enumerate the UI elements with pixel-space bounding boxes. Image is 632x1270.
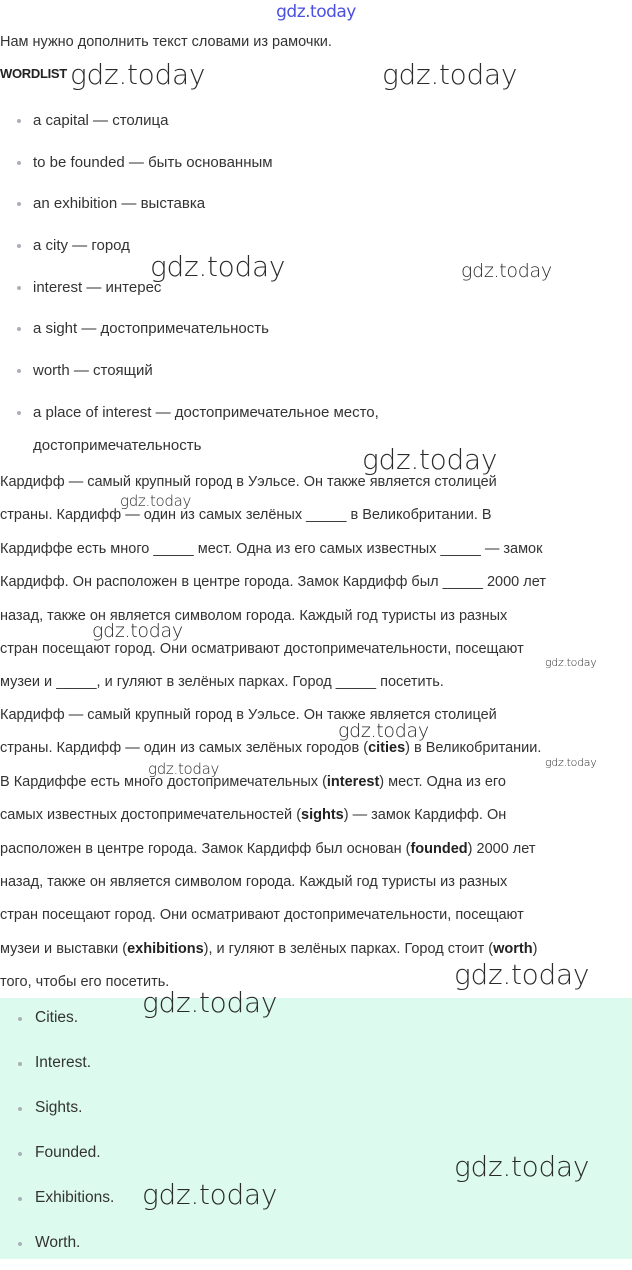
answer-text: самых известных достопримечательностей ( bbox=[0, 807, 302, 824]
answer-text: музеи и выставки ( bbox=[0, 940, 128, 957]
watermark: gdz.today bbox=[142, 986, 278, 1019]
answer-item: Founded. bbox=[0, 1135, 114, 1180]
watermark: gdz.today bbox=[362, 443, 498, 476]
task-intro: Нам нужно дополнить текст словами из рамочки. bbox=[0, 34, 332, 50]
task-line: назад, также он является символом города. Каждый год туристы из разных bbox=[0, 607, 508, 624]
answer-text: ), и гуляют в зелёных парках. Город стоит ( bbox=[203, 940, 494, 957]
answer-line: того, чтобы его посетить. bbox=[0, 974, 170, 991]
task-line: Кардиффе есть много _____ мест. Одна из его самых известных _____ — замок bbox=[0, 540, 543, 557]
answer-list bbox=[0, 1000, 114, 1270]
wordlist-item-line: достопримечательность bbox=[33, 436, 202, 454]
wordlist-item: a sight — достопримечательность bbox=[0, 312, 620, 354]
task-line: Кардифф. Он расположен в центре города. Замок Кардифф был _____ 2000 лет bbox=[0, 574, 546, 591]
wordlist-item: to be founded — быть основанным bbox=[0, 146, 620, 188]
watermark: gdz.today bbox=[92, 620, 183, 642]
watermark: gdz.today bbox=[338, 720, 429, 742]
wordlist-item: an exhibition — выставка bbox=[0, 187, 620, 229]
site-logo[interactable]: gdz.today bbox=[276, 2, 356, 22]
task-line: Кардифф — самый крупный город в Уэльсе. Он также является столицей bbox=[0, 474, 497, 490]
answer-paragraph bbox=[0, 699, 632, 1000]
answer-line: назад, также он является символом города. Каждый год туристы из разных bbox=[0, 874, 508, 891]
answer-word: worth bbox=[493, 940, 533, 957]
answer-word: sights bbox=[301, 807, 344, 824]
watermark: gdz.today bbox=[150, 250, 286, 283]
answer-word: founded bbox=[410, 840, 468, 857]
wordlist bbox=[0, 104, 620, 462]
answer-text: ) мест. Одна из его bbox=[379, 773, 506, 790]
wordlist-item: interest — интерес bbox=[0, 271, 620, 313]
wordlist-item bbox=[0, 396, 620, 462]
watermark: gdz.today bbox=[382, 58, 518, 91]
answer-item: Cities. bbox=[0, 1000, 114, 1045]
answer-text: ) bbox=[532, 940, 538, 957]
answer-item: Worth. bbox=[0, 1225, 114, 1270]
answer-item: Sights. bbox=[0, 1090, 114, 1135]
answer-text: ) 2000 лет bbox=[467, 840, 536, 857]
answer-item: Exhibitions. bbox=[0, 1180, 114, 1225]
answer-text: ) в Великобритании. bbox=[405, 740, 542, 757]
wordlist-item: a capital — столица bbox=[0, 104, 620, 146]
answer-word: exhibitions bbox=[127, 940, 204, 957]
task-line: стран посещают город. Они осматривают достопримечательности, посещают bbox=[0, 641, 524, 658]
watermark: gdz.today bbox=[545, 756, 597, 769]
answer-line: Кардифф — самый крупный город в Уэльсе. Он также является столицей bbox=[0, 707, 497, 723]
answer-text: В Кардиффе есть много достопримечательных ( bbox=[0, 773, 327, 790]
wordlist-title: WORDLIST bbox=[0, 66, 67, 81]
answer-item: Interest. bbox=[0, 1045, 114, 1090]
answer-box bbox=[0, 998, 632, 1259]
wordlist-item: a city — город bbox=[0, 229, 620, 271]
answer-text: расположен в центре города. Замок Кардифф был основан ( bbox=[0, 840, 411, 857]
watermark: gdz.today bbox=[70, 58, 206, 91]
task-paragraph bbox=[0, 466, 632, 700]
wordlist-item: worth — стоящий bbox=[0, 354, 620, 396]
watermark: gdz.today bbox=[461, 260, 552, 282]
answer-word: interest bbox=[326, 773, 380, 790]
answer-word: cities bbox=[368, 740, 406, 757]
watermark: gdz.today bbox=[142, 1178, 278, 1211]
task-line: страны. Кардифф — один из самых зелёных _____ в Великобритании. В bbox=[0, 507, 492, 524]
watermark: gdz.today bbox=[454, 1150, 590, 1183]
answer-text: страны. Кардифф — один из самых зелёных городов ( bbox=[0, 740, 369, 757]
task-line: музеи и _____, и гуляют в зелёных парках. Город _____ посетить. bbox=[0, 674, 444, 691]
answer-line: стран посещают город. Они осматривают достопримечательности, посещают bbox=[0, 907, 524, 924]
wordlist-item-line: a place of interest — достопримечательное место, bbox=[33, 403, 379, 421]
watermark: gdz.today bbox=[545, 656, 597, 669]
watermark: gdz.today bbox=[148, 760, 220, 778]
watermark: gdz.today bbox=[120, 492, 192, 510]
answer-text: ) — замок Кардифф. Он bbox=[343, 807, 507, 824]
watermark: gdz.today bbox=[454, 958, 590, 991]
